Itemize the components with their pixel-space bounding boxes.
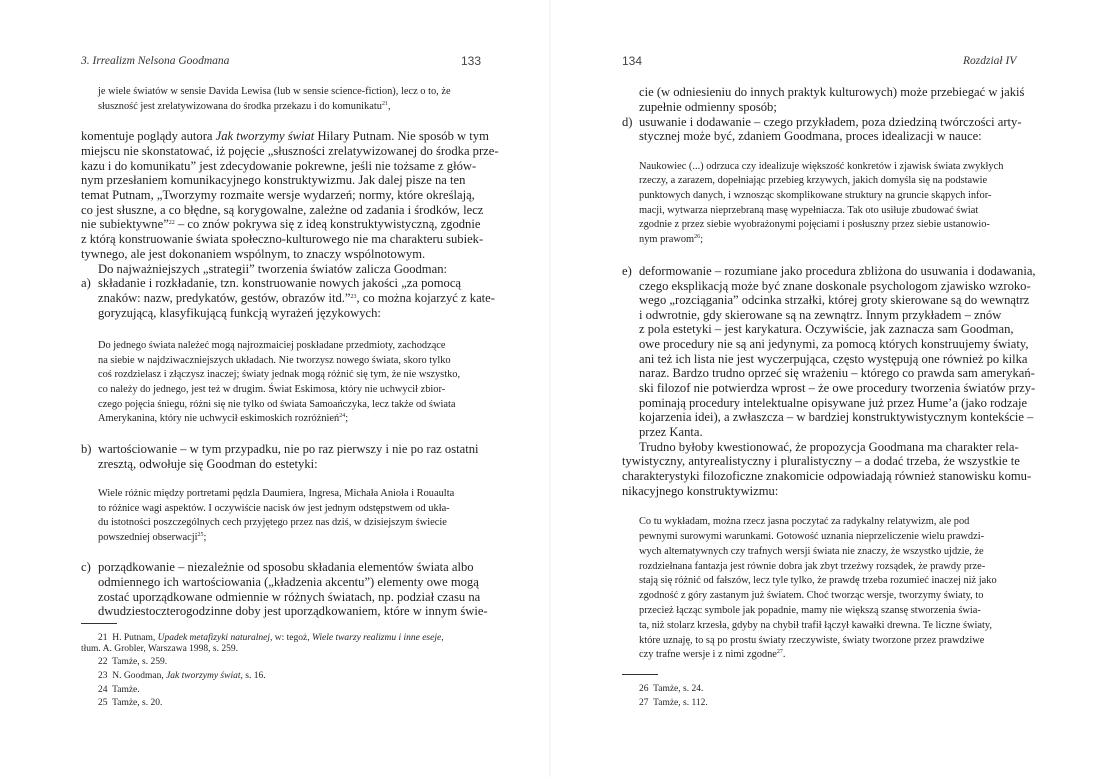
page-number: 133 [461,54,482,68]
footnote-rule [622,674,658,675]
list-label: e) [622,264,632,278]
list-line: usuwanie i dodawanie – czego przykładem, poza dziedziną twórczości arty- [639,115,1022,129]
quote-line: ta, niż stolarz krzesła, gdyby na chybił trafił łączył kawałki drewna. Te liczne światy, [639,620,992,631]
footnote: 27 Tamże, s. 112. [639,698,708,708]
quote-line: pewnymi surowymi warunkami. Gotowość uznania nieprzeliczenie wielu prawdzi- [639,531,985,542]
body-line: tywnego, ale jest dokonaniem wspólnym, to znaczy wspólnotowym. [81,247,426,261]
quote-line: coś rozdzielasz i złączysz inaczej; światy jednak mogą różnić się tym, że nie wszystko, [98,369,461,380]
list-line: przez Kanta. [639,425,703,439]
quote-line: zgodnie z przez siebie wyobrażonymi pojęciami i posłuszny przez siebie ustanowio- [639,219,990,230]
quote-line: które uznaję, to są po prostu światy rzeczywiste, światy tworzone przez prawdziwe [639,635,985,646]
list-line: stycznej może być, zdaniem Goodmana, proces idealizacji w nauce: [639,129,982,143]
quote-line: czego pojęcia śniegu, różni się nie tylko od świata Samoańczyka, lecz także od świata [98,399,456,410]
list-line: wartościowanie – w tym przypadku, nie po raz pierwszy i nie po raz ostatni [98,442,479,456]
footnote: 21 H. Putnam, Upadek metafizyki naturalnej, w: tegoż, Wiele twarzy realizmu i inne eseje, [98,633,444,643]
list-line: zostać uporządkowane odmiennie w różnych światach, np. podział czasu na [98,590,481,604]
quote-line: zgodność z góry zastanym już światem. Choć tworząc wersje, tworzymy światy, to [639,590,984,601]
footnote-ref: 26 [694,234,701,240]
list-line: ani też ich lista nie jest wyczerpująca, często występują one również po kilka [639,352,1028,366]
body-line: charakterystyki filozoficzne znakomicie odpowiadają również stanowisku komu- [622,469,1032,483]
body-line: temat Putnam, „Tworzymy rozmaite wersje wydarzeń; normy, które określają, [81,188,475,202]
right-page [550,0,1100,777]
footnote-ref: 25 [197,532,204,538]
list-line: zupełnie odmienny sposób; [639,100,777,114]
list-line: wego „rozciągania” odcinka strzałki, której groty skierowane są do wewnątrz [639,293,1030,307]
quote-line: je wiele światów w sensie Davida Lewisa (lub w sensie science-fiction), lecz o to, że [98,86,451,97]
list-line: dwudziestoczterogodzinne doby jest uporządkowaniem, które w innym świe- [98,604,488,618]
quote-line: Naukowiec (...) odrzuca czy idealizuje większość konkretów i zjawisk świata zwykłych [639,161,1004,172]
quote-line: rzeczy, a zarazem, dopełniając przebieg krzywych, jakich domyśla się na podstawie [639,175,988,186]
quote-line: rozdziełnana fantazja jest równie dobra jak zbyt trzeźwy rozsądek, że prawdy prze- [639,561,986,572]
footnote: 23 N. Goodman, Jak tworzymy świat, s. 16. [98,671,266,681]
body-line: nie subiektywne”$^{22}$ – co znów pokrywa się z ideą konstruktywistyczną, zgodnie [81,217,481,231]
list-line: porządkowanie – niezależnie od sposobu składania elementów świata albo [98,560,474,574]
body-line: tywistyczny, antyrealistyczny i pluralistyczny – a dodać trzeba, że wszystkie te [622,454,1020,468]
book-title: Jak tworzymy świat [215,129,315,143]
body-line: kazu i do komunikatu” jest zdecydowanie pokrewne, jeśli nie tożsame z głów- [81,159,477,173]
list-line: kojarzenia idei), a zwłaszcza – w bardziej konstruktywistycznym kontekście – [639,410,1034,424]
quote-line: czy trafne wersje i z nimi zgodne$^{27}$. [639,649,786,660]
list-label: b) [81,442,92,456]
list-line: czego eksplikacją może być znane doskonale psychologom zjawisko wzroko- [639,279,1031,293]
list-line: odmiennego ich wartościowania („kładzenia akcentu”) elementy owe mogą [98,575,479,589]
footnote-rule [81,623,117,624]
quote-line: powszedniej obserwacji$^{25}$; [98,532,207,543]
quote-line: macji, wytwarza nieprzebraną masę wypełniacza. Tak oto usiłuje zbudować świat [639,205,979,216]
list-line: i odwrotnie, gdy skierowane są na zewnątrz. Innym przykładem – znów [639,308,1002,322]
running-title: 3. Irrealizm Nelsona Goodmana [81,55,230,67]
quote-line: punktowych danych, i wznosząc skomplikowane struktury na gruncie skąpych infor- [639,190,992,201]
quote-line: nym prawom$^{26}$; [639,234,704,245]
quote-line: Wiele różnic między portretami pędzla Daumiera, Ingresa, Michała Anioła i Rouaulta [98,488,455,499]
body-line: co jest słuszne, a co błędne, są korygowalne, zależne od zadania i środków, lecz [81,203,484,217]
footnote-ref: 22 [168,220,175,226]
list-line: owe procedury nie są ani jedynymi, za pomocą których konstruujemy światy, [639,337,1029,351]
footnote: tłum. A. Grobler, Warszawa 1998, s. 259. [81,644,238,654]
quote-line: Co tu wykładam, można rzecz jasna poczytać za radykalny relatywizm, ale pod [639,516,970,527]
body-line: nikacyjnego konstruktywizmu: [622,484,779,498]
list-line: zresztą, odwołuje się Goodman do estetyki: [98,457,318,471]
list-label: a) [81,276,91,290]
quote-line: wych alternatywnych czy trafnych wersji świata nie znaczy, że wszystko ujdzie, że [639,546,984,557]
page-number: 134 [622,54,643,68]
list-line: naraz. Bardzo trudno oprzeć się wrażeniu – którego co prawda sam amerykań- [639,366,1035,380]
body-line: komentuje poglądy autora Jak tworzymy świat Hilary Putnam. Nie sposób w tym [81,129,489,143]
list-line: składanie i rozkładanie, tzn. konstruowanie nowych jakości „za pomocą [98,276,461,290]
footnote: 25 Tamże, s. 20. [98,698,163,708]
list-label: c) [81,560,91,574]
footnote: 26 Tamże, s. 24. [639,684,704,694]
body-line: Do najważniejszych „strategii” tworzenia światów zalicza Goodman: [98,262,447,276]
quote-line: stają się różnić od fałszów, lecz tyle tylko, że prawdę trzeba rozumieć inaczej niż jako [639,575,997,586]
body-line: z którą konstruowanie świata społeczno-kulturowego nie ma charakteru subiek- [81,232,484,246]
body-line: nym przesłaniem komunikacyjnego konstruktywizmu. Jak dalej pisze na ten [81,173,466,187]
list-line: cie (w odniesieniu do innych praktyk kulturowych) może przebiegać w jakiś [639,85,1025,99]
running-title: Rozdział IV [963,55,1017,67]
footnote-ref: 27 [776,649,783,655]
quote-line: du istotności poszczególnych cech przyjętego przez nas dziś, w dzisiejszym świecie [98,517,447,528]
footnote-ref: 23 [350,294,357,300]
footnote-ref: 21 [381,101,388,107]
quote-line: słuszność jest zrelatywizowana do środka przekazu i do komunikatu$^{21}$, [98,101,391,112]
footnote-ref: 24 [339,413,346,419]
footnote: 22 Tamże, s. 259. [98,657,168,667]
body-line: Trudno byłoby kwestionować, że propozycja Goodmana ma charakter rela- [639,440,1019,454]
quote-line: przecież łącząc symbole jak popadnie, mamy nie większą szansę stworzenia świa- [639,605,981,616]
list-line: goryzującą, klasyfikującą funkcją wyrażeń językowych: [98,306,381,320]
quote-line: to różnice wagi aspektów. I oczywiście nacisk ów jest jednym odstępstwem od ukła- [98,503,450,514]
list-line: ski filozof nie potwierdza wprost – że owe procedury tworzenia światów przy- [639,381,1036,395]
footnote: 24 Tamże. [98,685,140,695]
quote-line: Amerykanina, który nie uchwycił eskimoskich rozróżnień$^{24}$; [98,413,349,424]
quote-line: na siebie w najdziwaczniejszych układach. Nie tworzysz nowego świata, skoro tylko [98,355,451,366]
list-line: znaków: nazw, predykatów, gestów, obrazów itd.”$^{23}$, co można kojarzyć z kate- [98,291,495,305]
quote-line: co należy do jednego, jest też w drugim. Świat Eskimosa, który nie uchwycił zbior- [98,384,446,395]
list-label: d) [622,115,633,129]
list-line: deformowanie – rozumiane jako procedura zbliżona do usuwania i dodawania, [639,264,1036,278]
list-line: z pola estetyki – jest karykatura. Oczywiście, jak zaznacza sam Goodman, [639,322,1014,336]
list-line: pominają procedury intelektualne opisywane już przez Hume’a (jako rodzaje [639,396,1028,410]
quote-line: Do jednego świata należeć mogą najrozmaiciej poskładane przedmioty, zachodzące [98,340,446,351]
body-line: miejscu nie skonstatować, iż pojęcie „słuszności zrelatywizowanej do środka prze- [81,144,499,158]
